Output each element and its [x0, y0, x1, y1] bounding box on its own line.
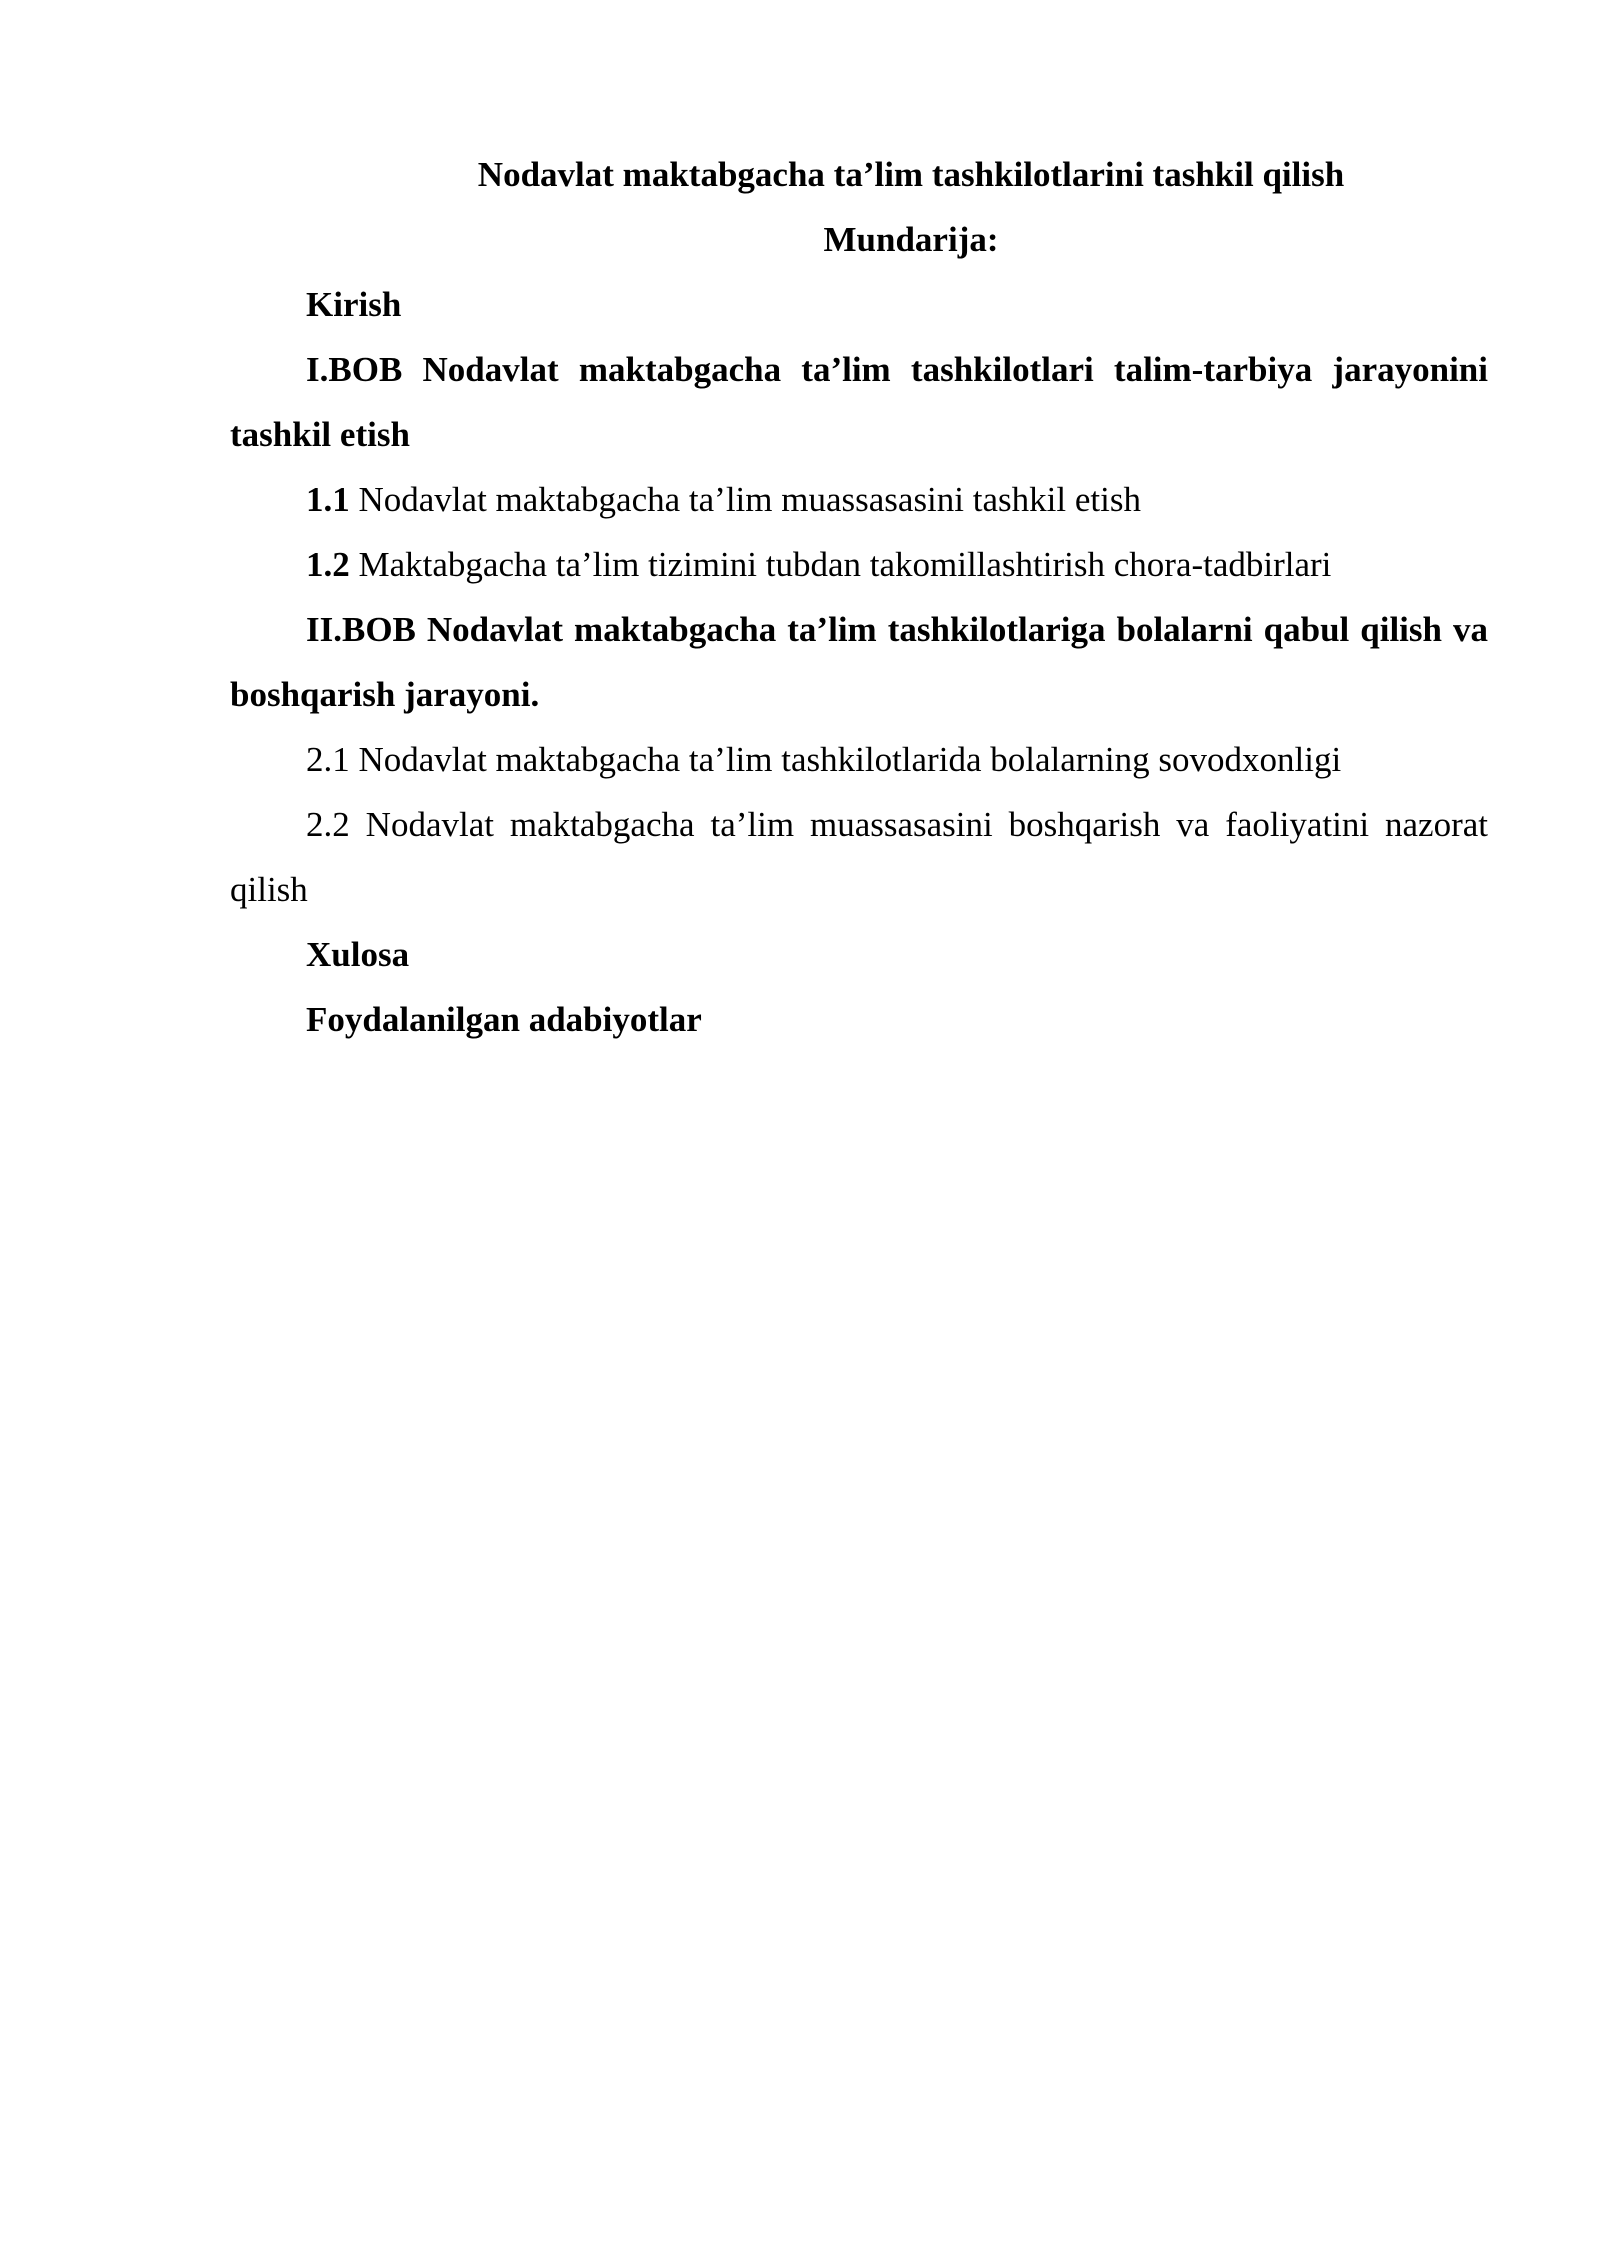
toc-item-section-1-1 [230, 467, 1488, 532]
toc-item-conclusion: Xulosa [306, 935, 410, 974]
toc-item-section-1-2 [230, 532, 1488, 597]
document-title: Nodavlat maktabgacha ta’lim tashkilotlarini tashkil qilish [477, 155, 1345, 194]
toc-item-section-2-2: 2.2 Nodavlat maktabgacha ta’lim muassasasini boshqarish va faoliyatini nazorat qilish [230, 805, 1488, 909]
toc-item-chapter-2: II.BOB Nodavlat maktabgacha ta’lim tashkilotlariga bolalarni qabul qilish va boshqarish jarayoni. [230, 610, 1488, 714]
toc-item-chapter-1: I.BOB Nodavlat maktabgacha ta’lim tashkilotlari talim-tarbiya jarayonini tashkil etish [230, 350, 1488, 454]
section-text: Nodavlat maktabgacha ta’lim muassasasini tashkil etish [349, 480, 1141, 519]
section-number: 1.1 [306, 480, 350, 519]
document-content [230, 142, 1488, 1052]
section-number: 1.2 [306, 545, 350, 584]
toc-item-section-2-1: 2.1 Nodavlat maktabgacha ta’lim tashkilotlarida bolalarning sovodxonligi [306, 740, 1342, 779]
section-text: Maktabgacha ta’lim tizimini tubdan takomillashtirish chora-tadbirlari [349, 545, 1332, 584]
toc-heading: Mundarija: [823, 220, 999, 259]
toc-item-intro: Kirish [306, 285, 402, 324]
toc-item-references: Foydalanilgan adabiyotlar [306, 1000, 702, 1039]
